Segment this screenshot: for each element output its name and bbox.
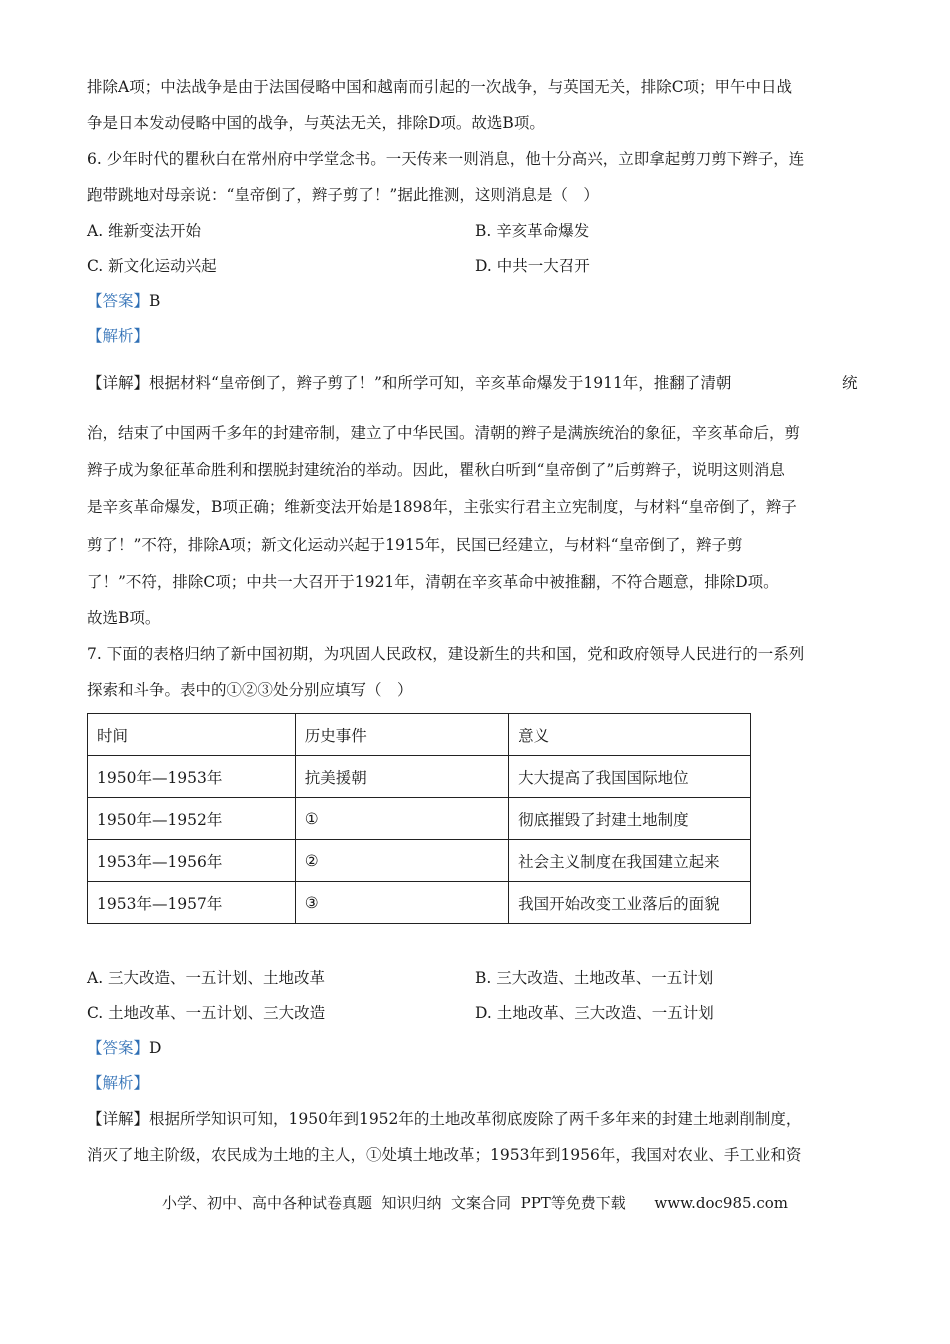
table-row — [88, 798, 751, 840]
detail-text: 根据所学知识可知，1950年到1952年的土地改革彻底废除了两千多年来的封建土地剥削制度， — [149, 1110, 802, 1128]
detail-text: 根据材料“皇帝倒了，辫子剪了！”和所学可知，辛亥革命爆发于1911年，推翻了清朝 — [149, 374, 732, 392]
detail-label: 【详解】 — [87, 1110, 150, 1128]
table-cell: 大大提高了我国国际地位 — [509, 756, 751, 798]
table-cell: 社会主义制度在我国建立起来 — [509, 840, 751, 882]
detail-line: 辫子成为象征革命胜利和摆脱封建统治的举动。因此，瞿秋白听到“皇帝倒了”后剪辫子，说明这则消息 — [87, 461, 785, 479]
table-header-cell: 历史事件 — [295, 714, 508, 756]
q7-analysis-label — [87, 1073, 149, 1093]
question-7-stem: 探索和斗争。表中的①②③处分别应填写（ ） — [87, 681, 413, 699]
q7-detail-first — [87, 1109, 801, 1129]
table-header-cell: 时间 — [88, 714, 296, 756]
history-table — [87, 713, 751, 924]
table-cell: 1953年—1957年 — [88, 882, 296, 924]
q6-option-a: A. 维新变法开始 — [87, 222, 202, 240]
q7-option-b: B. 三大改造、土地改革、一五计划 — [475, 969, 714, 987]
table-row — [88, 840, 751, 882]
detail-line: 治，结束了中国两千多年的封建帝制，建立了中华民国。清朝的辫子是满族统治的象征，辛亥革命后，剪 — [87, 424, 801, 442]
q6-option-d: D. 中共一大召开 — [475, 257, 590, 275]
q7-option-c: C. 土地改革、一五计划、三大改造 — [87, 1004, 326, 1022]
table-header-row — [88, 714, 751, 756]
detail-line: 剪了！”不符，排除A项；新文化运动兴起于1915年，民国已经建立，与材料“皇帝倒了，辫子剪 — [87, 536, 743, 554]
table-cell: 1950年—1952年 — [88, 798, 296, 840]
detail-line: 了！”不符，排除C项；中共一大召开于1921年，清朝在辛亥革命中被推翻，不符合题意，排除D项。 — [87, 573, 779, 591]
q7-option-a: A. 三大改造、一五计划、土地改革 — [87, 969, 326, 987]
detail-line: 消灭了地主阶级，农民成为土地的主人，①处填土地改革；1953年到1956年，我国对农业、手工业和资 — [87, 1146, 802, 1164]
table-cell: 1950年—1953年 — [88, 756, 296, 798]
table-cell: 彻底摧毁了封建土地制度 — [509, 798, 751, 840]
q6-option-c: C. 新文化运动兴起 — [87, 257, 217, 275]
table-cell: 我国开始改变工业落后的面貌 — [509, 882, 751, 924]
table-cell: ② — [295, 840, 508, 882]
detail-label: 【详解】 — [87, 374, 150, 392]
answer-value: D — [149, 1039, 162, 1057]
table-cell: ③ — [295, 882, 508, 924]
q6-answer — [87, 291, 160, 311]
detail-line: 是辛亥革命爆发，B项正确；维新变法开始是1898年，主张实行君主立宪制度，与材料“皇帝倒了，辫子 — [87, 498, 797, 516]
question-6-stem: 6. 少年时代的瞿秋白在常州府中学堂念书。一天传来一则消息，他十分高兴，立即拿起剪刀剪下辫子，连 — [87, 150, 805, 168]
q7-option-d: D. 土地改革、三大改造、一五计划 — [475, 1004, 714, 1022]
question-7-stem: 7. 下面的表格归纳了新中国初期，为巩固人民政权，建设新生的共和国，党和政府领导人民进行的一系列 — [87, 645, 805, 663]
analysis-label: 【解析】 — [87, 327, 150, 345]
table-row — [88, 882, 751, 924]
answer-value: B — [149, 292, 161, 310]
page-footer: 小学、初中、高中各种试卷真题 知识归纳 文案合同 PPT等免费下载 www.doc985.com — [161, 1194, 788, 1212]
table-row — [88, 756, 751, 798]
text-line: 争是日本发动侵略中国的战争，与英法无关，排除D项。故选B项。 — [87, 114, 545, 132]
text-line: 排除A项；中法战争是由于法国侵略中国和越南而引起的一次战争，与英国无关，排除C项；甲午中日战 — [87, 78, 793, 96]
detail-text-tail: 统 — [842, 374, 858, 392]
table-cell: 抗美援朝 — [295, 756, 508, 798]
table-header-cell: 意义 — [509, 714, 751, 756]
q6-option-b: B. 辛亥革命爆发 — [475, 222, 590, 240]
table-cell: ① — [295, 798, 508, 840]
answer-label: 【答案】 — [87, 1039, 150, 1057]
q6-detail-first — [87, 373, 731, 393]
table-cell: 1953年—1956年 — [88, 840, 296, 882]
analysis-label: 【解析】 — [87, 1074, 150, 1092]
q6-analysis-label — [87, 326, 149, 346]
question-6-stem: 跑带跳地对母亲说：“皇帝倒了，辫子剪了！”据此推测，这则消息是（ ） — [87, 186, 599, 204]
answer-label: 【答案】 — [87, 292, 150, 310]
detail-line: 故选B项。 — [87, 609, 161, 627]
q7-answer — [87, 1038, 161, 1058]
